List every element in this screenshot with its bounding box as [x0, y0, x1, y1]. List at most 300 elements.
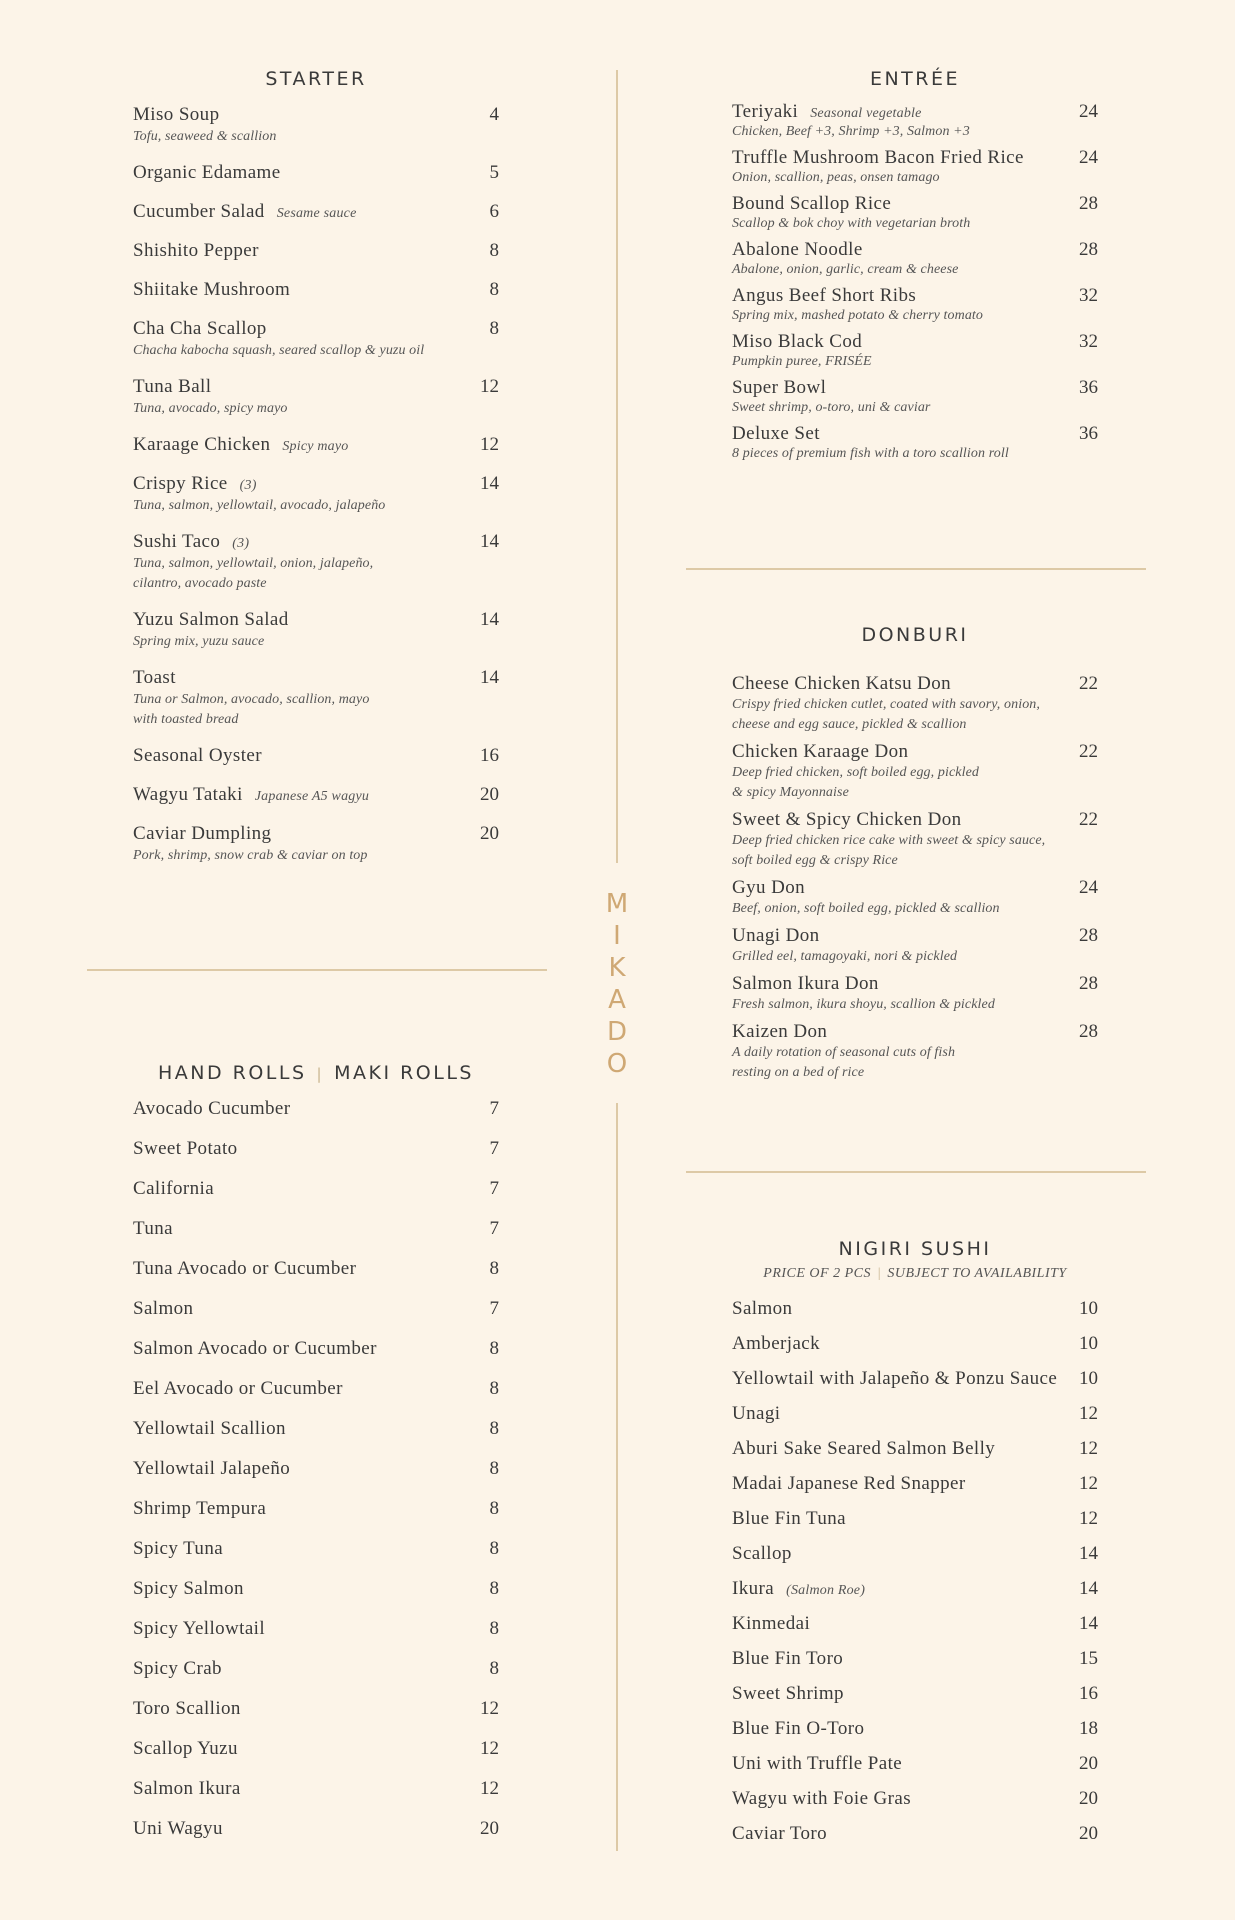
menu-item: [133, 1729, 499, 1769]
menu-item-row: [133, 529, 499, 554]
menu-item-row: [133, 607, 499, 632]
menu-item: [133, 471, 499, 516]
menu-item-price: 6: [489, 201, 499, 222]
menu-item-row: [732, 1431, 1098, 1466]
menu-item-price: 24: [1079, 101, 1098, 122]
menu-item-name: Blue Fin O-Toro: [732, 1718, 865, 1739]
menu-item-name: Uni Wagyu: [133, 1818, 223, 1839]
right-section-divider-2: [686, 1171, 1146, 1173]
menu-item-name: Sweet & Spicy Chicken Don: [732, 809, 962, 830]
menu-item-name: Karaage Chicken: [133, 434, 271, 455]
menu-item: [133, 277, 499, 302]
menu-item-name: Tuna Avocado or Cucumber: [133, 1258, 357, 1279]
menu-item: [133, 607, 499, 652]
menu-item-row: [133, 1489, 499, 1529]
menu-item-row: [133, 743, 499, 768]
menu-item-name: Spicy Yellowtail: [133, 1618, 266, 1639]
menu-item-row: [732, 1020, 1098, 1043]
rolls-section: [133, 1062, 499, 1849]
menu-item-name: Cucumber Salad: [133, 201, 265, 222]
menu-item: [732, 1746, 1098, 1781]
section-title: NIGIRI SUSHI: [838, 1238, 992, 1260]
menu-item-name: Shiitake Mushroom: [133, 279, 291, 300]
menu-item-price: 18: [1079, 1718, 1098, 1739]
menu-item-row: [133, 471, 499, 496]
entree-section: [732, 68, 1098, 468]
menu-item-row: [732, 1816, 1098, 1851]
menu-item-row: [732, 146, 1098, 169]
menu-item-note: Seasonal vegetable: [810, 106, 922, 121]
menu-item-price: 7: [489, 1298, 499, 1319]
menu-item-price: 8: [489, 1658, 499, 1679]
menu-item-description: Pork, shrimp, snow crab & caviar on top: [133, 848, 368, 863]
menu-item-name: Amberjack: [732, 1333, 821, 1354]
menu-item-row: [732, 672, 1098, 695]
menu-item-name: Salmon: [133, 1298, 194, 1319]
menu-item-price: 22: [1079, 809, 1098, 830]
menu-item-name: Chicken Karaage Don: [732, 741, 909, 762]
right-section-divider-1: [686, 568, 1146, 570]
menu-item-row: [133, 1809, 499, 1849]
menu-item-name: Spicy Crab: [133, 1658, 222, 1679]
menu-item-name: Blue Fin Toro: [732, 1648, 844, 1669]
menu-item-price: 10: [1079, 1298, 1098, 1319]
menu-item-row: [133, 782, 499, 807]
menu-item: [133, 1769, 499, 1809]
menu-item-name: Seasonal Oyster: [133, 745, 262, 766]
menu-item-row: [732, 1711, 1098, 1746]
menu-item-price: 32: [1079, 331, 1098, 352]
menu-item-price: 8: [489, 1378, 499, 1399]
menu-item-row: [732, 1361, 1098, 1396]
menu-item-description: Spring mix, yuzu sauce: [133, 634, 265, 649]
menu-item-row: [133, 1209, 499, 1249]
menu-item-price: 20: [480, 1818, 499, 1839]
menu-item-price: 22: [1079, 741, 1098, 762]
menu-item-price: 8: [489, 318, 499, 339]
menu-item-price: 12: [480, 1738, 499, 1759]
menu-item-row: [133, 1409, 499, 1449]
menu-item-name: Salmon Ikura Don: [732, 973, 879, 994]
menu-item-price: 7: [489, 1178, 499, 1199]
menu-item-row: [133, 1729, 499, 1769]
starter-list: [133, 102, 499, 866]
menu-item-price: 28: [1079, 193, 1098, 214]
menu-item-price: 32: [1079, 285, 1098, 306]
rolls-list: [133, 1089, 499, 1849]
menu-item-price: 14: [1079, 1543, 1098, 1564]
menu-item: [732, 972, 1098, 1015]
menu-item-price: 12: [480, 1698, 499, 1719]
menu-item: [133, 432, 499, 457]
menu-item-description: Sweet shrimp, o-toro, uni & caviar: [732, 400, 931, 415]
menu-item-price: 14: [480, 667, 499, 688]
menu-item-note: Spicy mayo: [282, 439, 349, 454]
menu-item-row: [133, 1329, 499, 1369]
menu-item: [732, 1466, 1098, 1501]
menu-item-row: [133, 821, 499, 846]
section-subtitle: [732, 1266, 1098, 1290]
menu-item-price: 28: [1079, 1021, 1098, 1042]
menu-item-description: Abalone, onion, garlic, cream & cheese: [732, 262, 959, 277]
menu-item-price: 24: [1079, 147, 1098, 168]
center-divider-top: [616, 70, 618, 863]
menu-item: [133, 1369, 499, 1409]
menu-item: [732, 146, 1098, 187]
menu-item-note: (3): [232, 536, 250, 551]
menu-item: [732, 1020, 1098, 1083]
menu-item-price: 14: [480, 473, 499, 494]
brand-letter: D: [606, 1017, 628, 1047]
menu-item-row: [732, 972, 1098, 995]
menu-item: [732, 330, 1098, 371]
menu-item-name: California: [133, 1178, 215, 1199]
menu-item-row: [732, 1466, 1098, 1501]
menu-item: [732, 284, 1098, 325]
menu-item: [133, 1489, 499, 1529]
menu-item-row: [732, 808, 1098, 831]
menu-item-row: [732, 1606, 1098, 1641]
menu-item-description: 8 pieces of premium fish with a toro scallion roll: [732, 446, 1009, 461]
menu-item-name: Cheese Chicken Katsu Don: [732, 673, 952, 694]
menu-item-row: [732, 1501, 1098, 1536]
menu-item-price: 12: [480, 376, 499, 397]
menu-item-note: Sesame sauce: [276, 206, 357, 221]
menu-item-name: Miso Soup: [133, 104, 220, 125]
menu-item-description: Tofu, seaweed & scallion: [133, 129, 277, 144]
menu-item-name: Scallop Yuzu: [133, 1738, 238, 1759]
menu-item-name: Sushi Taco: [133, 531, 221, 552]
menu-item-description: Tuna, avocado, spicy mayo: [133, 401, 288, 416]
menu-item: [133, 374, 499, 419]
menu-item-row: [133, 1769, 499, 1809]
menu-item-price: 12: [480, 1778, 499, 1799]
menu-item-price: 10: [1079, 1368, 1098, 1389]
menu-item: [732, 1606, 1098, 1641]
menu-item-row: [133, 277, 499, 302]
menu-item-price: 16: [480, 745, 499, 766]
menu-item-description: Tuna or Salmon, avocado, scallion, mayo: [133, 692, 370, 707]
menu-item-price: 8: [489, 1338, 499, 1359]
menu-item-row: [133, 1089, 499, 1129]
brand-letter: O: [606, 1049, 628, 1079]
menu-item-name: Madai Japanese Red Snapper: [732, 1473, 966, 1494]
menu-item: [732, 876, 1098, 919]
menu-item-description: resting on a bed of rice: [732, 1065, 865, 1080]
menu-item: [133, 1409, 499, 1449]
menu-item-name: Aburi Sake Seared Salmon Belly: [732, 1438, 996, 1459]
menu-item-name: Tuna Ball: [133, 376, 212, 397]
menu-item-row: [133, 374, 499, 399]
menu-item-row: [732, 876, 1098, 899]
menu-item: [732, 1571, 1098, 1606]
menu-item-name: Spicy Tuna: [133, 1538, 224, 1559]
menu-item: [732, 1781, 1098, 1816]
menu-item-price: 28: [1079, 925, 1098, 946]
menu-item: [133, 1529, 499, 1569]
menu-item-description: soft boiled egg & crispy Rice: [732, 853, 898, 868]
section-title: STARTER: [265, 68, 367, 90]
menu-item-row: [133, 665, 499, 690]
menu-item-row: [133, 432, 499, 457]
menu-item-price: 12: [480, 434, 499, 455]
section-title: ENTRÉE: [869, 68, 961, 90]
subtitle-separator: |: [877, 1266, 882, 1281]
menu-item-price: 14: [1079, 1613, 1098, 1634]
center-divider-bottom: [616, 1103, 618, 1851]
menu-item-name: Wagyu with Foie Gras: [732, 1788, 912, 1809]
menu-item-price: 8: [489, 1578, 499, 1599]
menu-item-name: Yuzu Salmon Salad: [133, 609, 289, 630]
menu-item-name: Unagi Don: [732, 925, 820, 946]
menu-item-name: Caviar Toro: [732, 1823, 828, 1844]
menu-item: [732, 672, 1098, 735]
menu-item: [732, 1396, 1098, 1431]
menu-item-description: & spicy Mayonnaise: [732, 785, 849, 800]
menu-item-name: Abalone Noodle: [732, 239, 863, 260]
menu-item-name: Organic Edamame: [133, 162, 281, 183]
subtitle-availability-note: SUBJECT TO AVAILABILITY: [887, 1266, 1067, 1281]
menu-item: [732, 1361, 1098, 1396]
menu-item-name: Eel Avocado or Cucumber: [133, 1378, 343, 1399]
menu-item-price: 12: [1079, 1473, 1098, 1494]
menu-item-name: Kaizen Don: [732, 1021, 828, 1042]
menu-item-row: [732, 100, 1098, 123]
menu-item-price: 28: [1079, 973, 1098, 994]
menu-item-row: [133, 199, 499, 224]
menu-item-description: Deep fried chicken rice cake with sweet & spicy sauce,: [732, 833, 1046, 848]
menu-item: [133, 1809, 499, 1849]
menu-item-name: Tuna: [133, 1218, 173, 1239]
menu-item: [732, 422, 1098, 463]
menu-item-row: [732, 1676, 1098, 1711]
title-separator: |: [316, 1065, 325, 1083]
menu-item-row: [133, 238, 499, 263]
menu-item-name: Scallop: [732, 1543, 792, 1564]
menu-item-note: Japanese A5 wagyu: [254, 789, 370, 804]
menu-item-price: 20: [1079, 1823, 1098, 1844]
menu-item: [133, 1089, 499, 1129]
menu-item-description: A daily rotation of seasonal cuts of fish: [732, 1045, 956, 1060]
menu-item-price: 28: [1079, 239, 1098, 260]
menu-item-name: Kinmedai: [732, 1613, 811, 1634]
menu-item-name: Avocado Cucumber: [133, 1098, 291, 1119]
menu-item-price: 12: [1079, 1508, 1098, 1529]
menu-item-name: Cha Cha Scallop: [133, 318, 267, 339]
menu-item-description: Scallop & bok choy with vegetarian broth: [732, 216, 971, 231]
menu-item: [732, 924, 1098, 967]
menu-item-name: Miso Black Cod: [732, 331, 863, 352]
menu-item-description: Grilled eel, tamagoyaki, nori & pickled: [732, 949, 958, 964]
menu-item-description: Tuna, salmon, yellowtail, onion, jalapeño,: [133, 556, 374, 571]
menu-item-row: [133, 1129, 499, 1169]
menu-item-price: 8: [489, 1258, 499, 1279]
menu-item-description: cilantro, avocado paste: [133, 576, 267, 591]
menu-item: [732, 100, 1098, 141]
menu-item-description: Beef, onion, soft boiled egg, pickled & scallion: [732, 901, 1000, 916]
menu-item-row: [133, 1369, 499, 1409]
menu-item-name: Unagi: [732, 1403, 781, 1424]
menu-item-price: 16: [1079, 1683, 1098, 1704]
menu-item-row: [732, 1396, 1098, 1431]
subtitle-price-note: PRICE OF 2 PCS: [763, 1266, 871, 1281]
menu-item-price: 7: [489, 1218, 499, 1239]
menu-item: [133, 821, 499, 866]
menu-item-price: 20: [1079, 1753, 1098, 1774]
menu-item-row: [732, 1781, 1098, 1816]
menu-item-name: Shrimp Tempura: [133, 1498, 267, 1519]
menu-item-description: Pumpkin puree, FRISÉE: [732, 354, 872, 369]
menu-item-name: Shishito Pepper: [133, 240, 259, 261]
menu-item-price: 8: [489, 1498, 499, 1519]
brand-letter: A: [608, 985, 626, 1015]
menu-item-note: (Salmon Roe): [786, 1583, 866, 1598]
menu-item: [133, 529, 499, 594]
nigiri-section: [732, 1238, 1098, 1851]
menu-item-row: [732, 376, 1098, 399]
menu-item-name: Yellowtail Scallion: [133, 1418, 286, 1439]
menu-item-description: Spring mix, mashed potato & cherry tomato: [732, 308, 984, 323]
menu-item: [732, 1431, 1098, 1466]
menu-item-description: Crispy fried chicken cutlet, coated with savory, onion,: [732, 697, 1040, 712]
menu-item: [133, 1209, 499, 1249]
nigiri-list: [732, 1291, 1098, 1851]
menu-item-name: Bound Scallop Rice: [732, 193, 892, 214]
menu-item-row: [133, 160, 499, 185]
menu-item-name: Super Bowl: [732, 377, 827, 398]
menu-item-price: 8: [489, 1538, 499, 1559]
menu-item-row: [133, 1609, 499, 1649]
menu-item: [732, 376, 1098, 417]
menu-item: [133, 160, 499, 185]
menu-item-description: Onion, scallion, peas, onsen tamago: [732, 170, 940, 185]
menu-item: [133, 1569, 499, 1609]
menu-item-name: Crispy Rice: [133, 473, 228, 494]
menu-item-row: [133, 1689, 499, 1729]
menu-item-row: [732, 1571, 1098, 1606]
menu-item-price: 14: [1079, 1578, 1098, 1599]
menu-item-row: [133, 1569, 499, 1609]
menu-item-price: 10: [1079, 1333, 1098, 1354]
menu-item: [133, 1649, 499, 1689]
menu-item-price: 14: [480, 531, 499, 552]
menu-item-name: Angus Beef Short Ribs: [732, 285, 917, 306]
menu-item-name: Yellowtail Jalapeño: [133, 1458, 291, 1479]
menu-item-price: 36: [1079, 377, 1098, 398]
donburi-section: [732, 624, 1098, 1088]
menu-item-name: Toro Scallion: [133, 1698, 241, 1719]
menu-item-price: 22: [1079, 673, 1098, 694]
menu-item-name: Salmon: [732, 1298, 793, 1319]
menu-item-price: 20: [480, 784, 499, 805]
menu-item-price: 7: [489, 1138, 499, 1159]
menu-item-description: cheese and egg sauce, pickled & scallion: [732, 717, 967, 732]
menu-item: [133, 743, 499, 768]
menu-item-name: Uni with Truffle Pate: [732, 1753, 903, 1774]
menu-item: [133, 238, 499, 263]
menu-item-price: 8: [489, 1618, 499, 1639]
menu-item: [133, 665, 499, 730]
menu-item-price: 8: [489, 1458, 499, 1479]
menu-item: [732, 1816, 1098, 1851]
menu-item: [133, 1169, 499, 1209]
menu-item-row: [732, 284, 1098, 307]
menu-item-name: Caviar Dumpling: [133, 823, 272, 844]
brand-wordmark: [600, 888, 634, 1080]
hand-rolls-heading: HAND ROLLS: [157, 1062, 307, 1084]
menu-item: [133, 1689, 499, 1729]
menu-item-row: [732, 924, 1098, 947]
menu-item-price: 24: [1079, 877, 1098, 898]
menu-item-name: Sweet Shrimp: [732, 1683, 844, 1704]
menu-item-price: 12: [1079, 1403, 1098, 1424]
menu-item-row: [133, 1289, 499, 1329]
menu-item-price: 36: [1079, 423, 1098, 444]
menu-item-row: [732, 1641, 1098, 1676]
menu-item-price: 12: [1079, 1438, 1098, 1459]
menu-item: [133, 1329, 499, 1369]
menu-item: [133, 199, 499, 224]
menu-item-row: [732, 1291, 1098, 1326]
menu-item-row: [732, 740, 1098, 763]
menu-item-price: 20: [480, 823, 499, 844]
menu-item-price: 8: [489, 279, 499, 300]
menu-item: [133, 102, 499, 147]
menu-item-name: Sweet Potato: [133, 1138, 238, 1159]
menu-item: [133, 1449, 499, 1489]
menu-item-row: [732, 1536, 1098, 1571]
menu-item-row: [732, 1746, 1098, 1781]
brand-letter: I: [613, 921, 621, 951]
menu-item-price: 4: [489, 104, 499, 125]
menu-item: [133, 1249, 499, 1289]
menu-item-row: [732, 192, 1098, 215]
menu-item-row: [133, 1169, 499, 1209]
menu-item-row: [732, 238, 1098, 261]
menu-item-description: Chicken, Beef +3, Shrimp +3, Salmon +3: [732, 124, 970, 139]
menu-item: [732, 238, 1098, 279]
menu-item-row: [732, 330, 1098, 353]
menu-item: [133, 782, 499, 807]
menu-item-price: 15: [1079, 1648, 1098, 1669]
menu-item-row: [133, 316, 499, 341]
starter-section: [133, 68, 499, 879]
menu-item: [732, 1711, 1098, 1746]
menu-item: [133, 1609, 499, 1649]
menu-item-name: Ikura: [732, 1578, 775, 1599]
maki-rolls-heading: MAKI ROLLS: [334, 1062, 474, 1084]
menu-item: [732, 1536, 1098, 1571]
menu-item-row: [732, 1326, 1098, 1361]
menu-item-price: 14: [480, 609, 499, 630]
brand-letter: K: [608, 953, 626, 983]
menu-item-name: Truffle Mushroom Bacon Fried Rice: [732, 147, 1024, 168]
menu-item-name: Salmon Avocado or Cucumber: [133, 1338, 377, 1359]
menu-item-row: [133, 1449, 499, 1489]
menu-item-name: Deluxe Set: [732, 423, 820, 444]
menu-item: [133, 1129, 499, 1169]
menu-item-description: Deep fried chicken, soft boiled egg, pickled: [732, 765, 979, 780]
menu-item-price: 5: [489, 162, 499, 183]
menu-item-name: Blue Fin Tuna: [732, 1508, 846, 1529]
menu-item-description: Chacha kabocha squash, seared scallop & yuzu oil: [133, 343, 425, 358]
menu-item: [133, 1289, 499, 1329]
menu-item: [133, 316, 499, 361]
menu-item: [732, 1501, 1098, 1536]
menu-item-price: 20: [1079, 1788, 1098, 1809]
menu-item-note: (3): [239, 478, 257, 493]
menu-item-row: [133, 1249, 499, 1289]
